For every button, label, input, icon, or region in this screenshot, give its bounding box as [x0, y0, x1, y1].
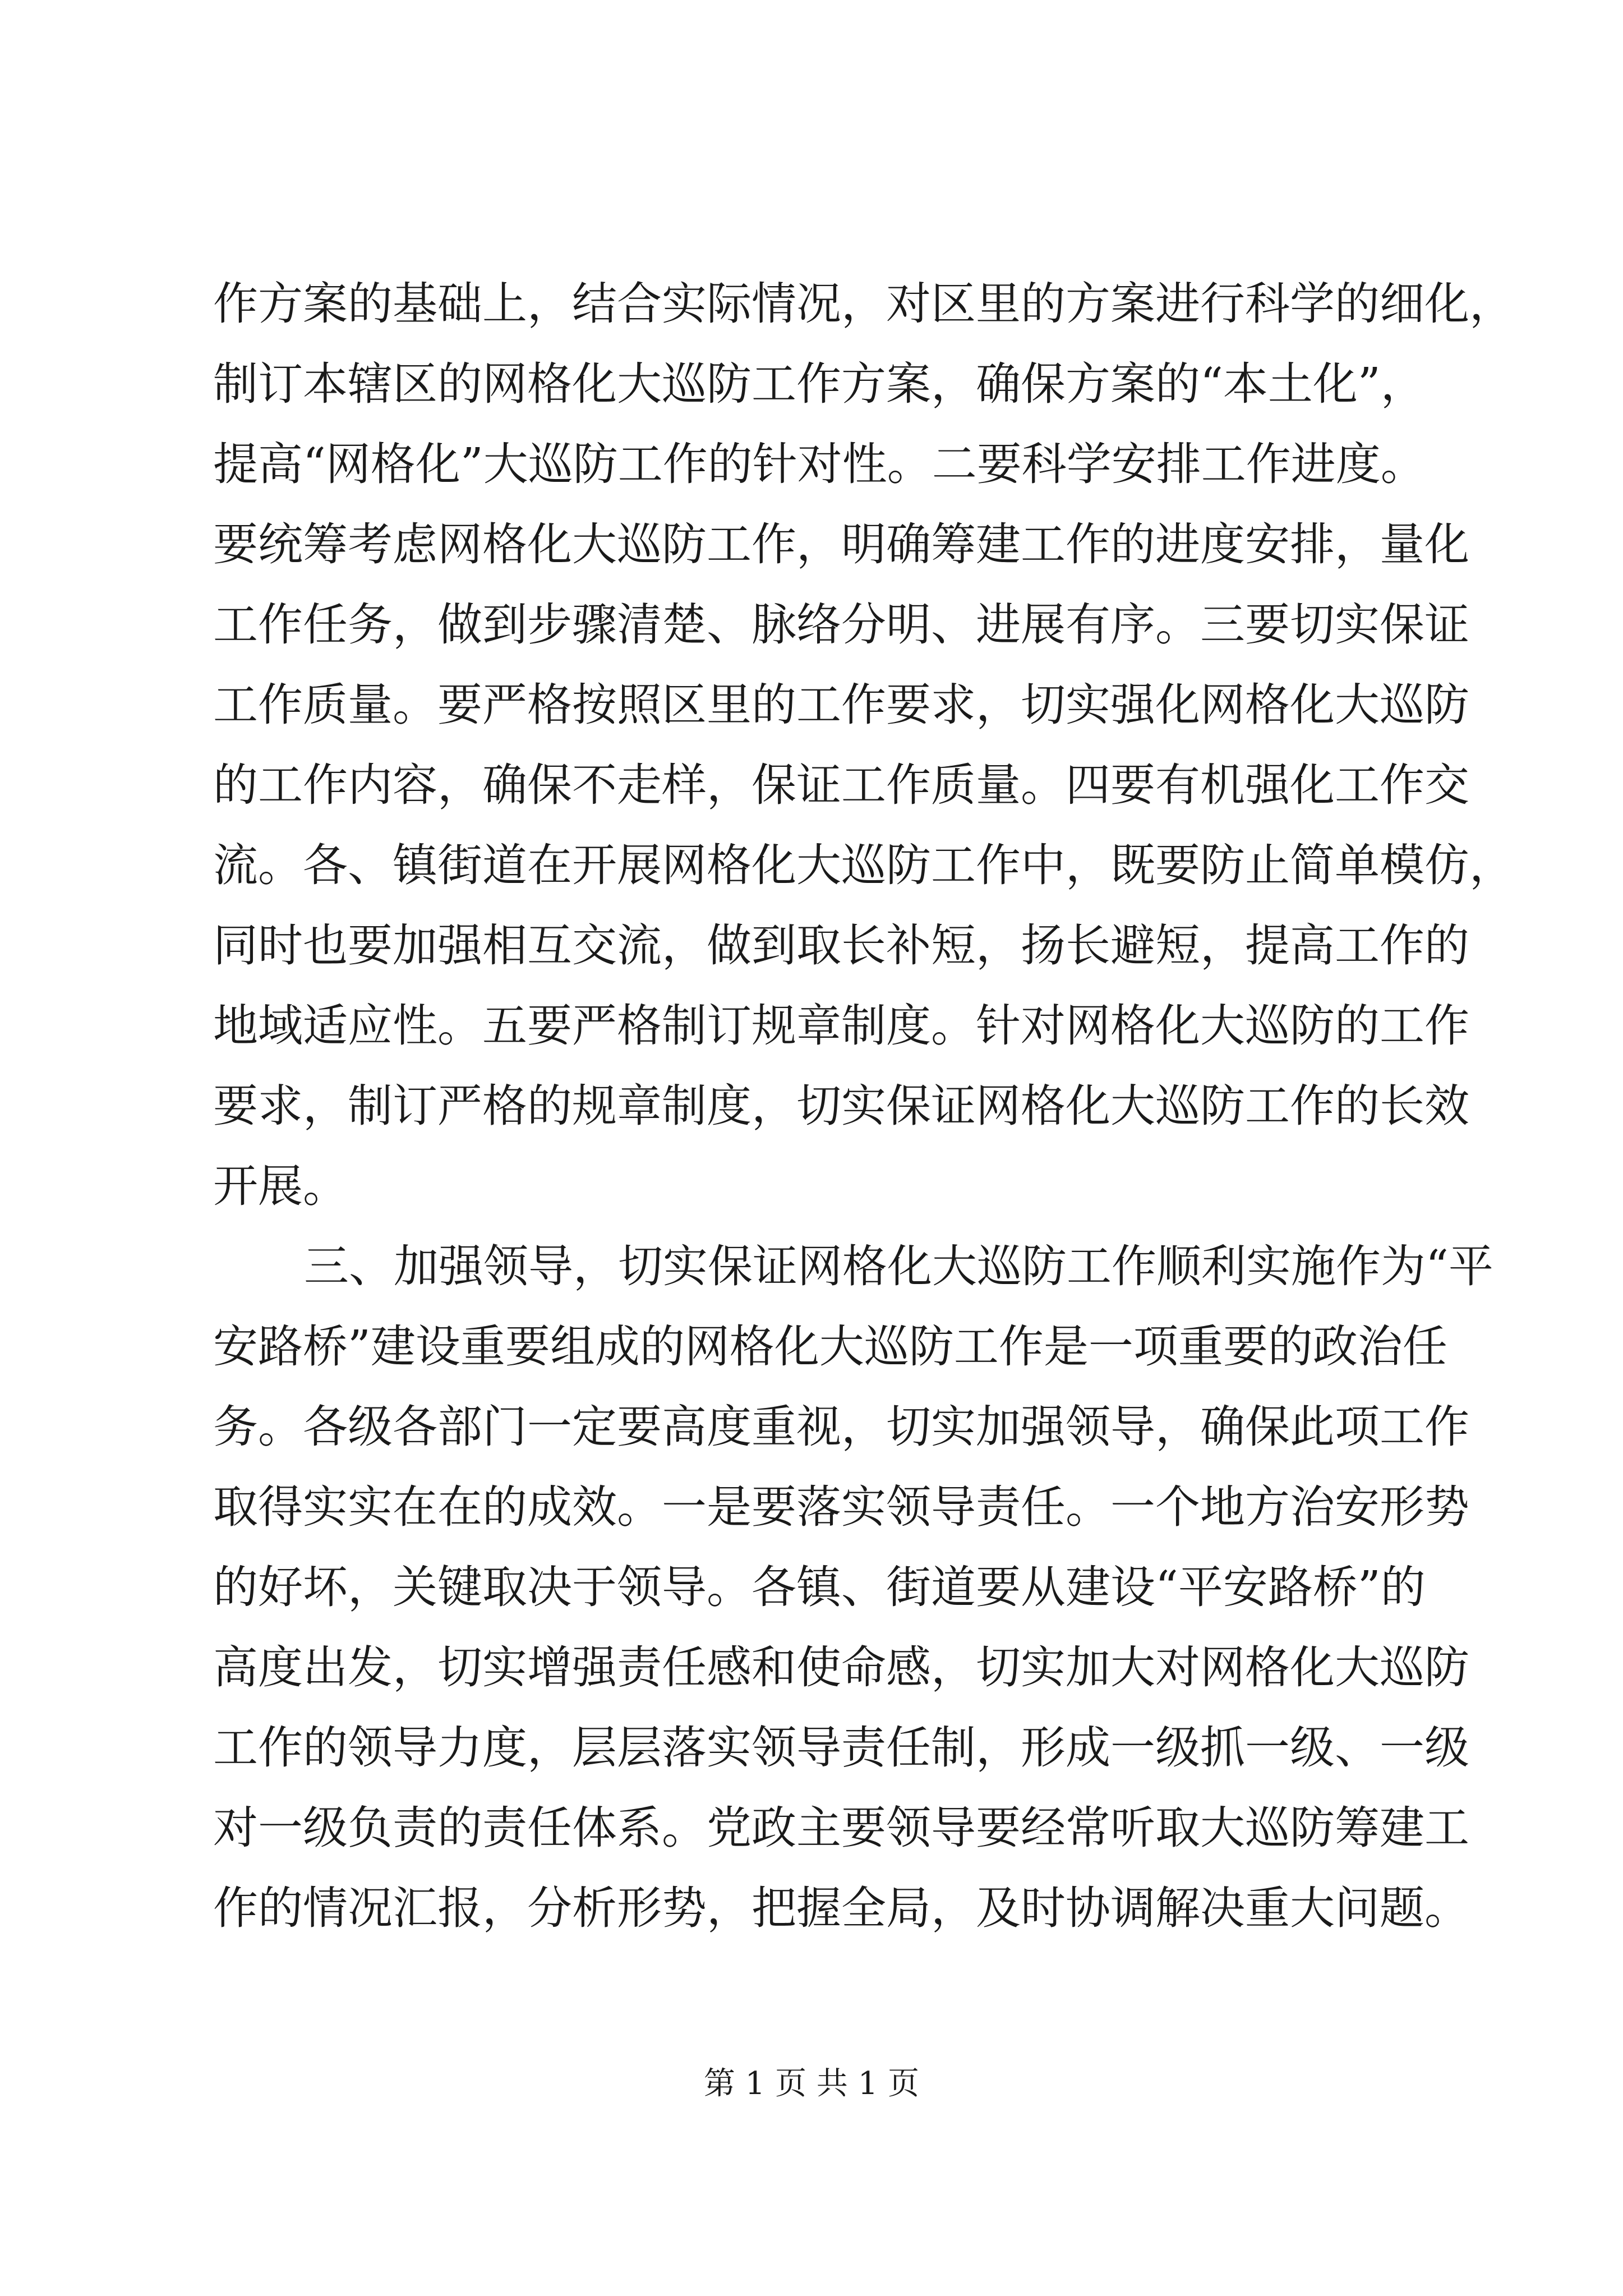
text-line: 工作的领导力度，层层落实领导责任制，形成一级抓一级、一级 — [213, 1722, 1469, 1774]
section-heading-line: 三、加强领导，切实保证网格化大巡防工作顺利实施作为“平 — [304, 1240, 1493, 1292]
text-line: 要求，制订严格的规章制度，切实保证网格化大巡防工作的长效 — [213, 1080, 1469, 1132]
text-line: 取得实实在在的成效。一是要落实领导责任。一个地方治安形势 — [213, 1481, 1469, 1533]
document-body — [213, 264, 1514, 1948]
text-line: 的工作内容，确保不走样，保证工作质量。四要有机强化工作交 — [213, 759, 1469, 811]
text-line: 地域适应性。五要严格制订规章制度。针对网格化大巡防的工作 — [213, 1000, 1469, 1052]
text-line: 要统筹考虑网格化大巡防工作，明确筹建工作的进度安排，量化 — [213, 518, 1469, 570]
page-number-footer: 第 1 页 共 1 页 — [703, 2065, 920, 2102]
text-line: 提高“网格化”大巡防工作的针对性。二要科学安排工作进度。 — [213, 438, 1426, 490]
text-line: 同时也要加强相互交流，做到取长补短，扬长避短，提高工作的 — [213, 919, 1469, 972]
text-line: 对一级负责的责任体系。党政主要领导要经常听取大巡防筹建工 — [213, 1802, 1469, 1854]
text-line: 务。各级各部门一定要高度重视，切实加强领导，确保此项工作 — [213, 1401, 1469, 1453]
text-line: 作的情况汇报，分析形势，把握全局，及时协调解决重大问题。 — [213, 1882, 1469, 1934]
text-line: 作方案的基础上，结合实际情况，对区里的方案进行科学的细化， — [213, 278, 1514, 330]
text-line: 开展。 — [213, 1160, 348, 1212]
text-line: 的好坏，关键取决于领导。各镇、街道要从建设“平安路桥”的 — [213, 1561, 1426, 1613]
text-line: 制订本辖区的网格化大巡防工作方案，确保方案的“本土化”， — [213, 358, 1426, 410]
text-line: 安路桥”建设重要组成的网格化大巡防工作是一项重要的政治任 — [213, 1320, 1447, 1373]
text-line: 工作质量。要严格按照区里的工作要求，切实强化网格化大巡防 — [213, 679, 1469, 731]
text-line: 工作任务，做到步骤清楚、脉络分明、进展有序。三要切实保证 — [213, 599, 1469, 651]
text-line: 流。各、镇街道在开展网格化大巡防工作中，既要防止简单模仿， — [213, 839, 1514, 891]
text-line: 高度出发，切实增强责任感和使命感，切实加大对网格化大巡防 — [213, 1641, 1469, 1694]
